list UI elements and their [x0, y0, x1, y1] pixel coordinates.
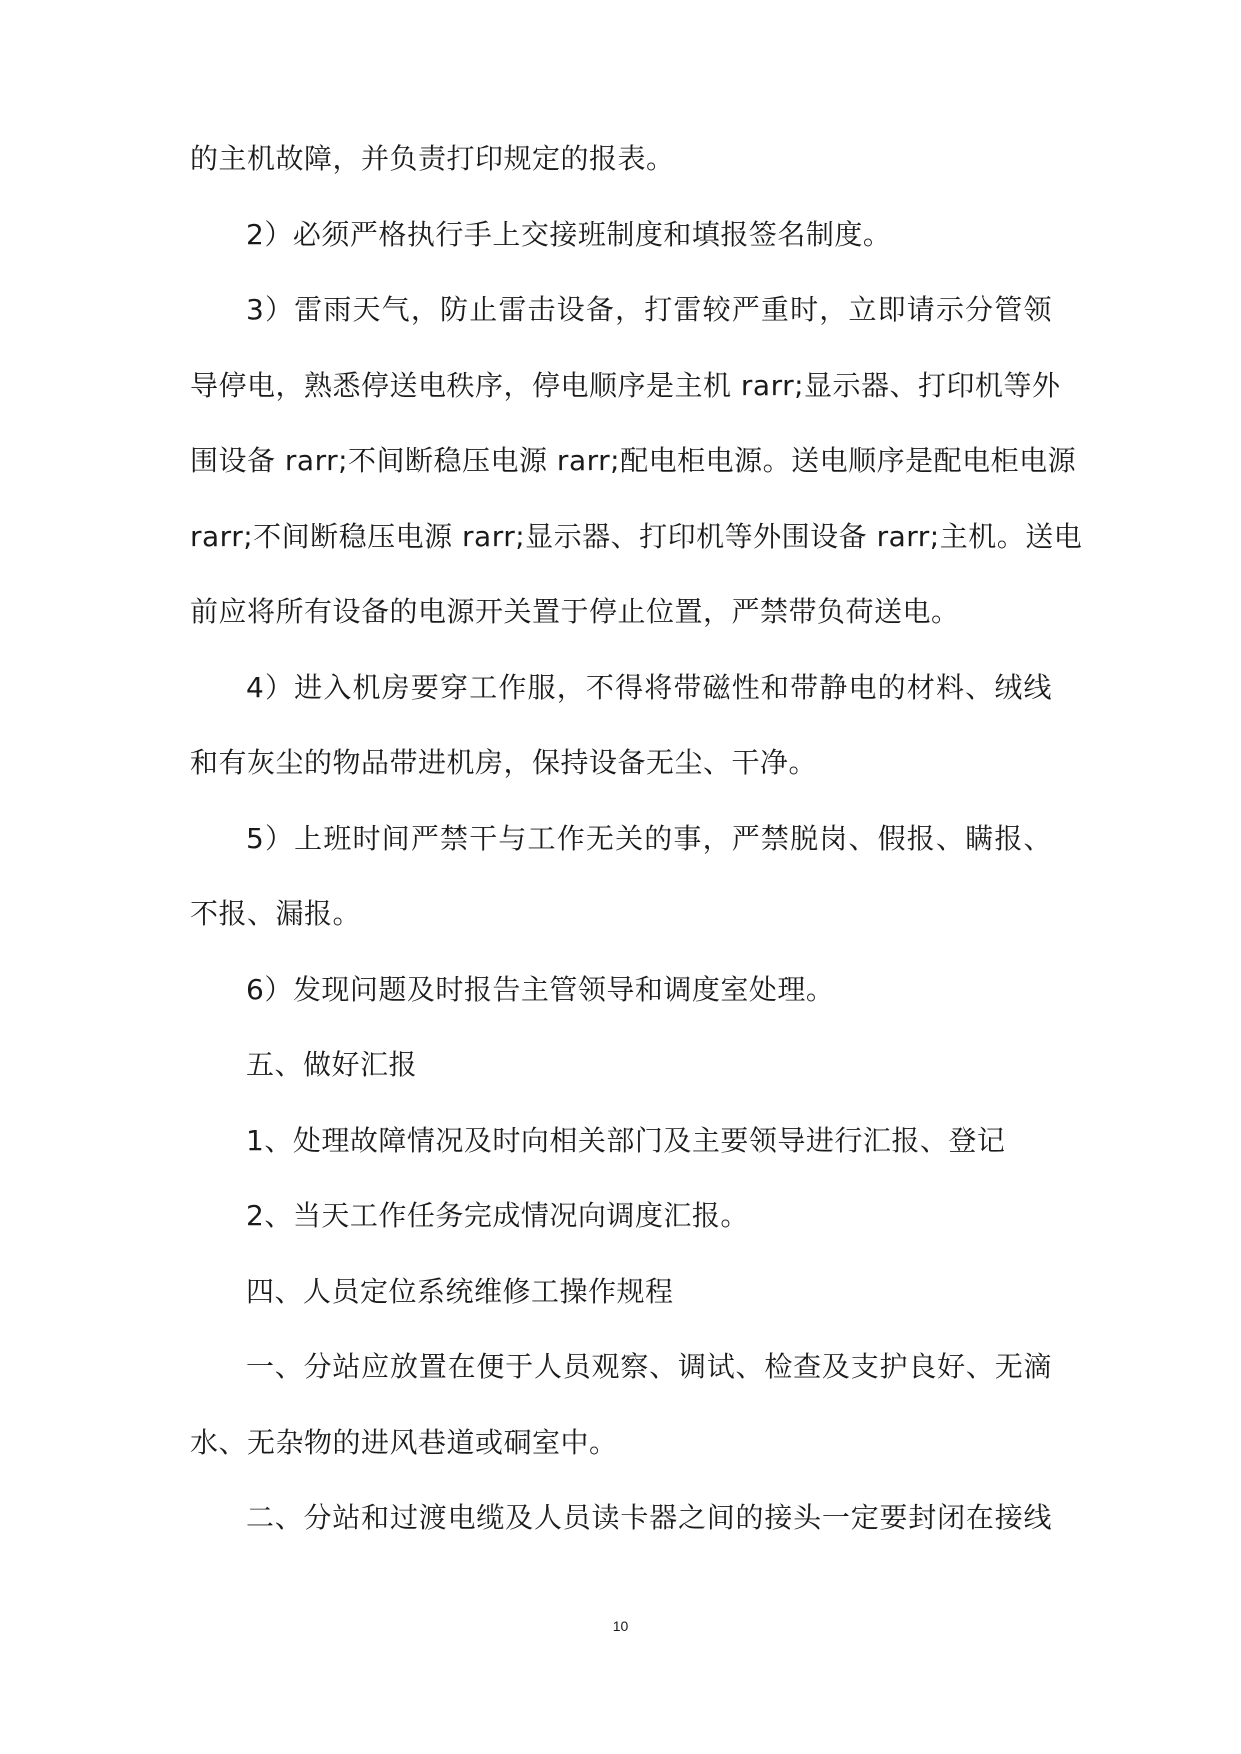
page-number: 10: [612, 1618, 629, 1634]
document-body: [190, 140, 1083, 1575]
paragraph-line: 4）进入机房要穿工作服，不得将带磁性和带静电的材料、绒线: [246, 670, 1052, 704]
paragraph-line: rarr;不间断稳压电源 rarr;显示器、打印机等外围设备 rarr;主机。送电: [190, 519, 1083, 553]
paragraph-line: 1、处理故障情况及时向相关部门及主要领导进行汇报、登记: [246, 1123, 1006, 1157]
paragraph-line: 2、当天工作任务完成情况向调度汇报。: [246, 1199, 749, 1232]
section-heading: 五、做好汇报: [246, 1048, 418, 1081]
paragraph-line: 一、分站应放置在便于人员观察、调试、检查及支护良好、无滴: [246, 1350, 1052, 1383]
paragraph-line: 3）雷雨天气，防止雷击设备，打雷较严重时，立即请示分管领: [246, 293, 1052, 326]
paragraph-line: 水、无杂物的进风巷道或硐室中。: [190, 1425, 618, 1459]
paragraph-line: 前应将所有设备的电源开关置于停止位置，严禁带负荷送电。: [190, 595, 960, 628]
paragraph-line: 2）必须严格执行手上交接班制度和填报签名制度。: [246, 217, 892, 251]
paragraph-line: 围设备 rarr;不间断稳压电源 rarr;配电柜电源。送电顺序是配电柜电源: [190, 444, 1077, 477]
paragraph-line: 5）上班时间严禁干与工作无关的事，严禁脱岗、假报、瞒报、: [246, 821, 1052, 855]
paragraph-line: 导停电，熟悉停送电秩序，停电顺序是主机 rarr;显示器、打印机等外: [190, 368, 1061, 402]
section-heading: 四、人员定位系统维修工操作规程: [246, 1274, 674, 1308]
paragraph-line: 的主机故障，并负责打印规定的报表。: [190, 142, 675, 175]
paragraph-line: 和有灰尘的物品带进机房，保持设备无尘、干净。: [190, 746, 818, 779]
paragraph-line: 不报、漏报。: [190, 897, 362, 930]
paragraph-line: 二、分站和过渡电缆及人员读卡器之间的接头一定要封闭在接线: [246, 1501, 1052, 1534]
paragraph-line: 6）发现问题及时报告主管领导和调度室处理。: [246, 972, 835, 1006]
